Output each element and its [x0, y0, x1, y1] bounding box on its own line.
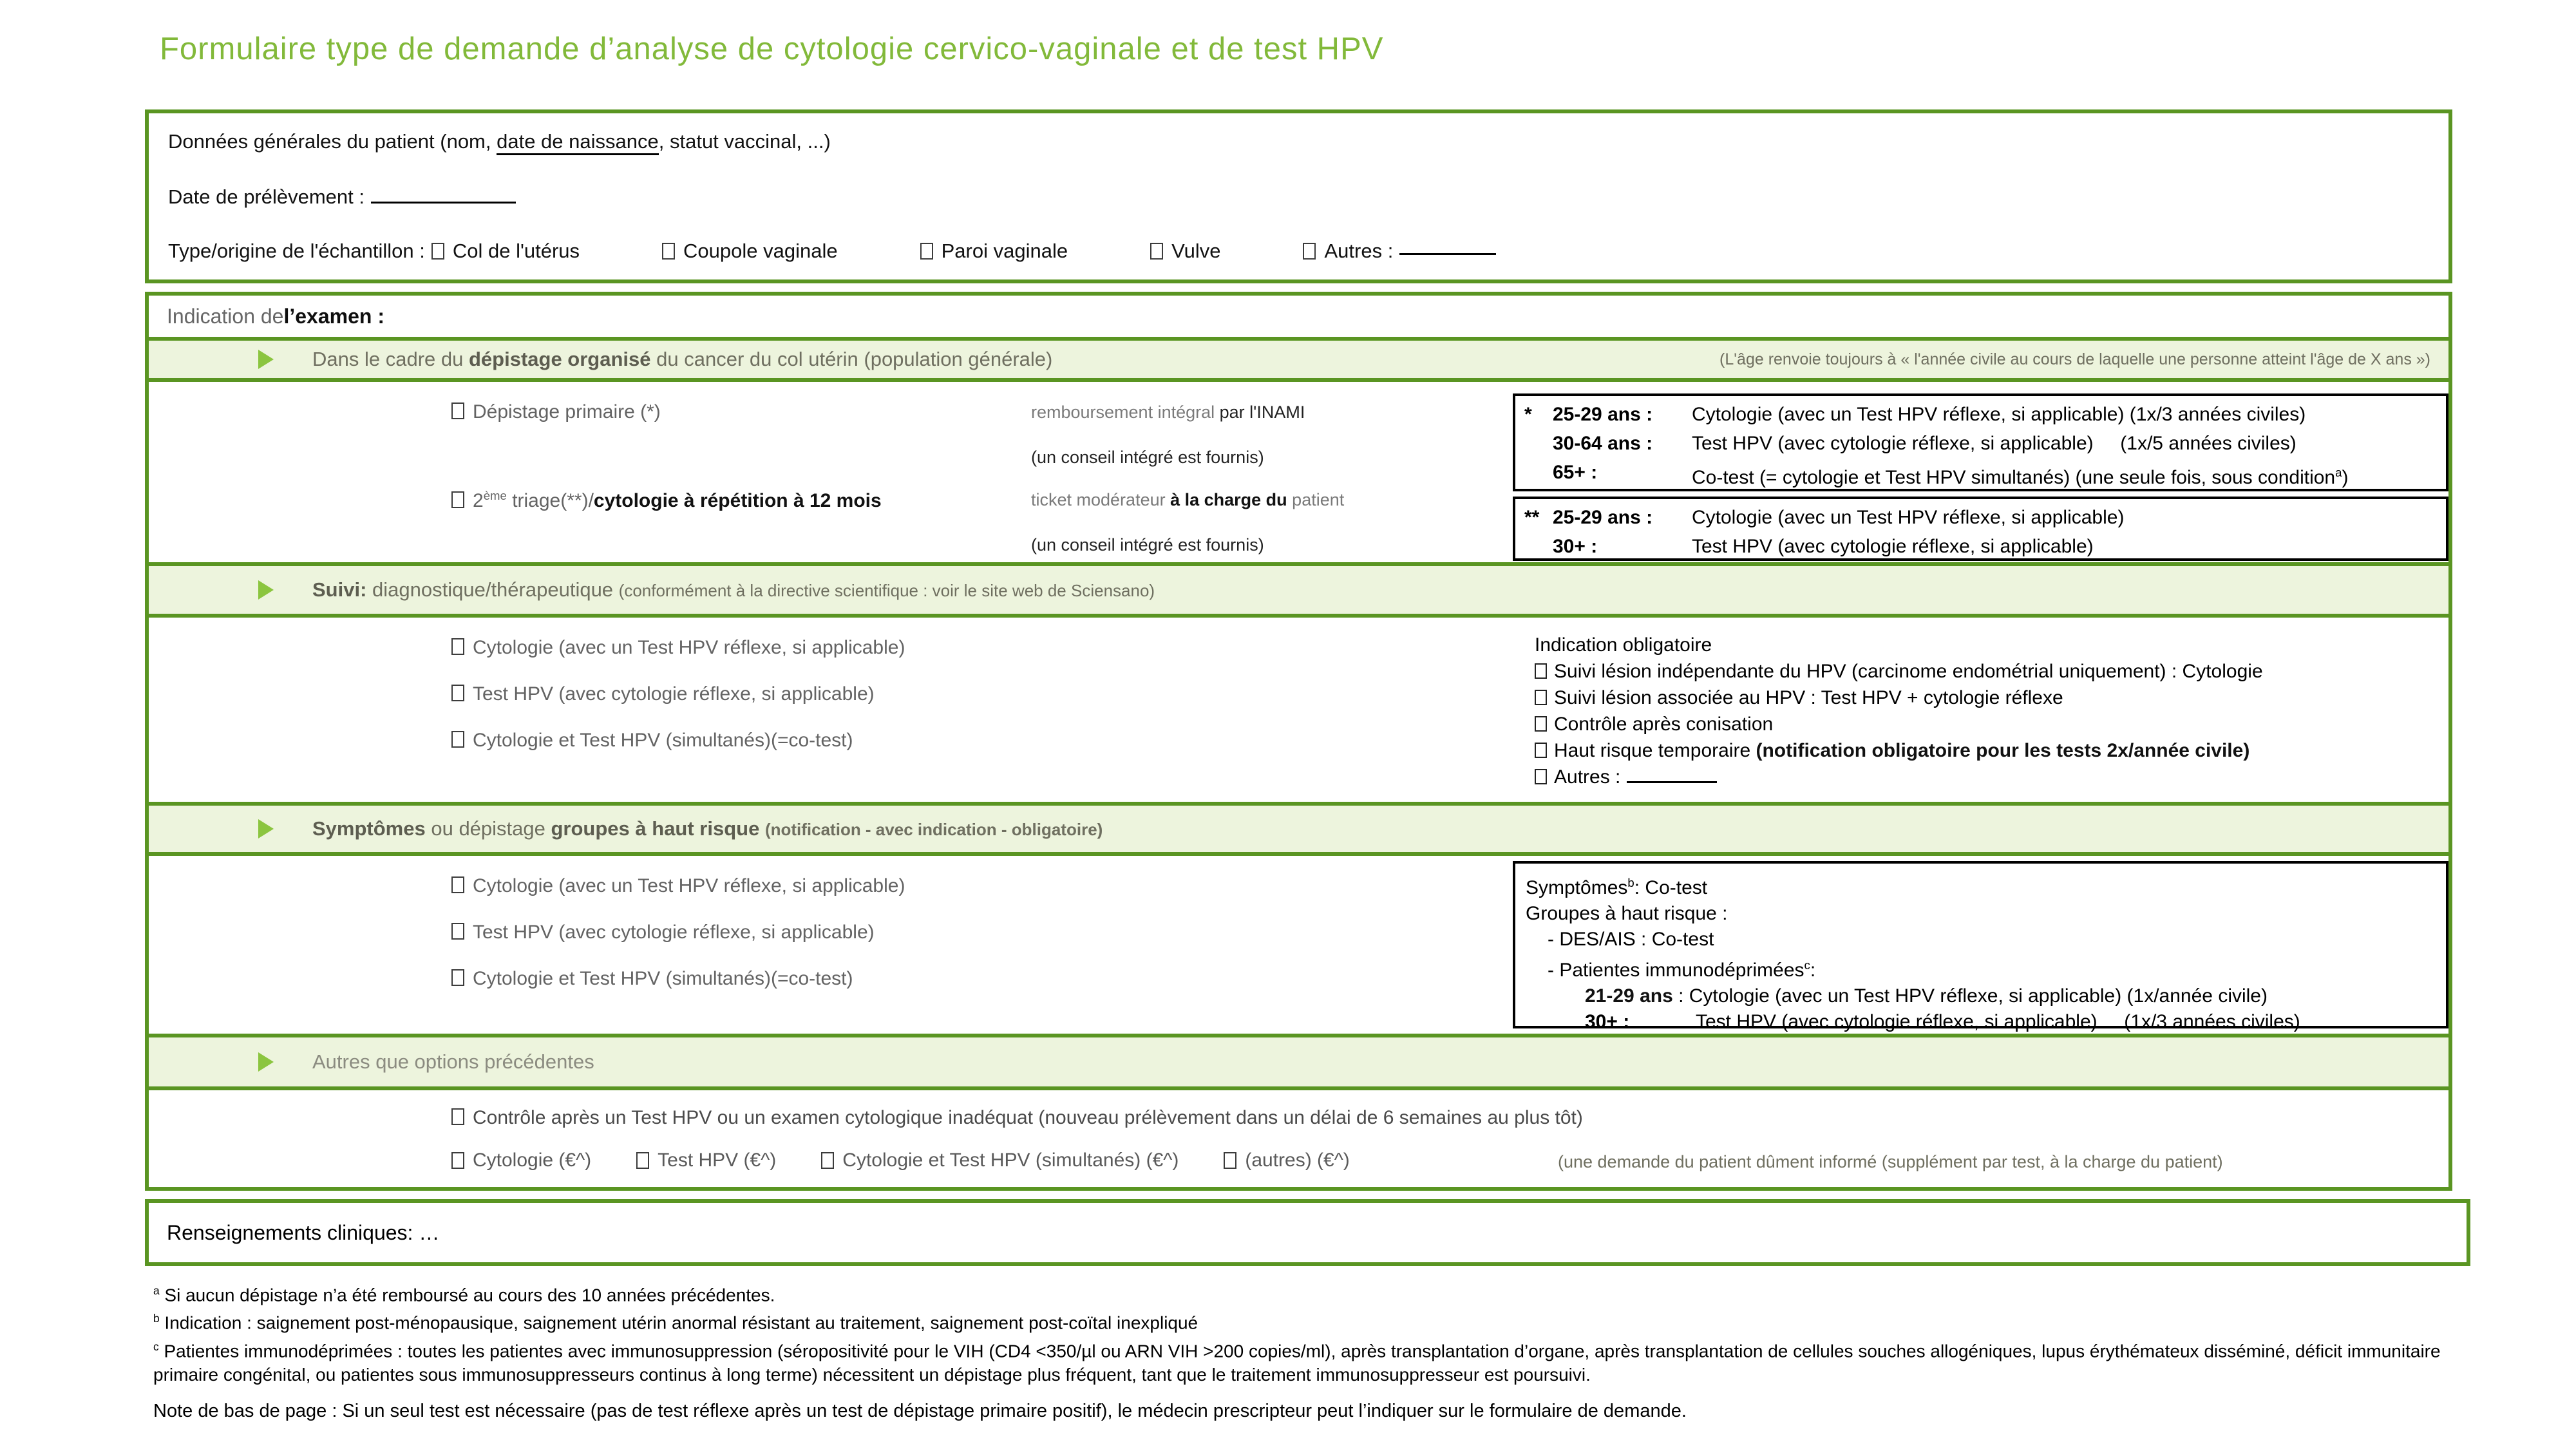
indication-header-strong: l’examen :: [283, 304, 384, 328]
option-label: Test HPV (avec cytologie réflexe, si applicable): [473, 922, 875, 943]
age-label: 65+ :: [1553, 462, 1598, 483]
rule-sup: c: [1804, 958, 1810, 972]
option-suivi-cytologie: [451, 637, 905, 659]
band2-small: (conformément à la directive scientifique : voir le site web de Sciensano): [618, 581, 1155, 600]
sample-autres-blank[interactable]: [1399, 248, 1496, 255]
option-co-test-euro: [821, 1150, 1179, 1171]
rule-text: : Cytologie (avec un Test HPV réflexe, si applicable) (1x/année civile): [1672, 985, 2268, 1007]
checkbox-2eme-triage[interactable]: [451, 491, 464, 508]
rule-text: Cytologie (avec un Test HPV réflexe, si applicable) (1x/3 années civiles): [1692, 404, 2306, 425]
band3-bold2: groupes à haut risque: [551, 817, 765, 840]
age-label: 25-29 ans :: [1553, 507, 1653, 528]
indication-header: [149, 296, 2448, 337]
patient-line1-pre: Données générales du patient (nom,: [168, 130, 497, 153]
patient-info-box: [145, 109, 2452, 283]
rule-text: [1692, 458, 2348, 492]
rule-text: :: [1810, 960, 1816, 981]
arrow-icon: [258, 819, 274, 838]
sample-option-autres: [1303, 240, 1496, 263]
sample-option-label: Paroi vaginale: [941, 240, 1068, 262]
note-ticket-moderateur: [1031, 490, 1344, 510]
footnote-marker: b: [153, 1312, 160, 1325]
patient-general-line: [168, 113, 2448, 153]
footnote-b: [153, 1307, 2446, 1334]
indication-autres-blank[interactable]: [1627, 776, 1717, 783]
rule-text-tail: ): [2342, 467, 2349, 488]
note-remboursement: [1031, 402, 1305, 422]
rule-text-main: Co-test (= cytologie et Test HPV simultanés) (une seule fois, sous condition: [1692, 467, 2336, 488]
option-label: Cytologie et Test HPV (simultanés)(=co-test): [473, 730, 853, 751]
rule-row: [1524, 503, 2437, 532]
indication-header-pre: Indication de: [167, 304, 284, 328]
option-label: (autres) (€^): [1245, 1150, 1350, 1171]
option-2eme-triage: [451, 489, 882, 512]
age-label: 30+ :: [1553, 536, 1598, 557]
checkbox-col-uterus[interactable]: [431, 243, 444, 260]
checkbox-controle-conisation[interactable]: [1535, 716, 1547, 732]
section-band-autres: [149, 1034, 2448, 1090]
rule-row: [1526, 983, 2436, 1009]
option-symp-cytologie: [451, 875, 905, 897]
checkbox-suivi-test-hpv[interactable]: [451, 685, 464, 701]
date-prelevement-blank[interactable]: [371, 196, 516, 204]
sample-autres-label: Autres :: [1324, 240, 1394, 262]
sample-option-label: Vulve: [1171, 240, 1221, 262]
note-gray: ticket modérateur: [1031, 490, 1171, 509]
option-label: Dépistage primaire (*): [473, 401, 661, 422]
sample-type-label: Type/origine de l'échantillon :: [168, 240, 425, 262]
option-label: triage(**)/: [506, 490, 594, 511]
note-gray: remboursement intégral: [1031, 402, 1220, 422]
rule-row: [1524, 532, 2437, 561]
option-suivi-lesion-associee: [1535, 685, 2263, 711]
page-title: Formulaire type de demande d’analyse de cytologie cervico-vaginale et de test HPV: [160, 32, 1384, 66]
rule-row: [1526, 870, 2436, 901]
rule-text: Test HPV (avec cytologie réflexe, si applicable) (1x/3 années civiles): [1696, 1011, 2300, 1032]
checkbox-symp-co-test[interactable]: [451, 969, 464, 986]
checkbox-depistage-primaire[interactable]: [451, 402, 464, 419]
band2-bold: Suivi:: [312, 578, 367, 601]
option-label: Test HPV (€^): [658, 1150, 777, 1171]
checkbox-controle-inadequat[interactable]: [451, 1108, 464, 1125]
option-suivi-lesion-independante: [1535, 658, 2263, 685]
band3-small: (notification - avec indication - obligatoire): [764, 820, 1103, 839]
checkbox-symp-cytologie[interactable]: [451, 876, 464, 893]
option-sup: ème: [483, 489, 507, 502]
section-band-depistage-organise: [149, 337, 2448, 382]
band4-label: Autres que options précédentes: [312, 1050, 594, 1073]
option-label: Cytologie (avec un Test HPV réflexe, si applicable): [473, 875, 905, 896]
section-symptomes-content: [149, 856, 2448, 1034]
rule-row: [1524, 458, 2437, 492]
date-prelevement-row: [168, 185, 2448, 209]
patient-line1-post: , statut vaccinal, ...): [658, 130, 831, 153]
band1-pre: Dans le cadre du: [312, 348, 469, 370]
indication-main-box: [145, 292, 2452, 1191]
footnote-c: [153, 1335, 2446, 1387]
option-label: Cytologie et Test HPV (simultanés) (€^): [842, 1150, 1179, 1171]
option-depistage-primaire: [451, 401, 661, 423]
option-cytologie-euro: [451, 1150, 591, 1171]
checkbox-vulve[interactable]: [1150, 243, 1163, 260]
checkbox-autres-euro[interactable]: [1224, 1152, 1236, 1169]
option-haut-risque-temporaire: [1535, 737, 2263, 764]
checkbox-co-test-euro[interactable]: [821, 1152, 834, 1169]
arrow-icon: [258, 350, 274, 369]
rule-sup: a: [2335, 466, 2342, 479]
note-bold: à la charge du: [1170, 490, 1293, 509]
rule-row: [1526, 952, 2436, 983]
arrow-icon: [258, 1052, 274, 1072]
rule-text: : Co-test: [1634, 877, 1708, 898]
band3-text: [312, 817, 1103, 840]
autres-paid-note: (une demande du patient dûment informé (supplément par test, à la charge du patient): [1558, 1152, 2223, 1171]
star-marker: [1524, 429, 1553, 458]
checkbox-haut-risque-temporaire[interactable]: [1535, 743, 1547, 758]
checkbox-autres-sample[interactable]: [1303, 243, 1316, 260]
band1-bold: dépistage organisé: [468, 348, 651, 370]
option-label: Suivi lésion indépendante du HPV (carcinome endométrial uniquement) : Cytologie: [1554, 661, 2263, 682]
checkbox-coupole-vaginale[interactable]: [662, 243, 675, 260]
footnote-a: [153, 1279, 2446, 1307]
option-label: Cytologie (avec un Test HPV réflexe, si applicable): [473, 637, 905, 658]
star-marker: [1524, 532, 1553, 561]
option-label: Contrôle après un Test HPV ou un examen cytologique inadéquat (nouveau prélèvement dans un délai de 6 semaines au plus tôt): [473, 1107, 1583, 1128]
band1-text: [312, 348, 1052, 371]
section-depistage-content: [149, 382, 2448, 562]
rule-text: - Patientes immunodéprimées: [1548, 960, 1804, 981]
band2-normal: diagnostique/thérapeutique: [366, 578, 619, 601]
checkbox-cytologie-euro[interactable]: [451, 1152, 464, 1169]
rule-box-symptomes: [1513, 861, 2448, 1032]
rule-row: [1524, 400, 2437, 429]
footnotes: [153, 1279, 2446, 1423]
rule-box-primary-screening: [1513, 393, 2448, 491]
rule-row: [1526, 1009, 2436, 1035]
star-marker: *: [1524, 404, 1532, 425]
option-label: 2: [473, 490, 484, 511]
option-label: Contrôle après conisation: [1554, 714, 1774, 735]
sample-option-vulve: [1150, 240, 1220, 263]
band1-post: du cancer du col utérin (population générale): [650, 348, 1053, 370]
autres-paid-options: [451, 1150, 1395, 1171]
renseignements-box: [145, 1199, 2470, 1266]
section-suivi-content: [149, 618, 2448, 802]
band2-text: [312, 578, 1155, 601]
option-label-bold: cytologie à répétition à 12 mois: [593, 490, 882, 511]
checkbox-indication-autres[interactable]: [1535, 769, 1547, 784]
rule-row: - DES/AIS : Co-test: [1548, 929, 1714, 950]
option-suivi-test-hpv: [451, 683, 875, 705]
age-label: 30+ :: [1585, 1011, 1630, 1032]
rule-box-triage: [1513, 497, 2448, 561]
note-dark: par l'INAMI: [1219, 402, 1305, 422]
option-symp-co-test: [451, 968, 853, 990]
note-conseil-2: (un conseil intégré est fournis): [1031, 535, 1264, 554]
rule-text: Symptômes: [1526, 877, 1628, 898]
note-conseil-1: (un conseil intégré est fournis): [1031, 448, 1264, 467]
option-indication-autres: [1535, 764, 2263, 790]
arrow-icon: [258, 580, 274, 600]
option-controle-inadequat: [451, 1107, 1583, 1129]
star-marker: **: [1524, 507, 1540, 528]
star-marker: [1524, 458, 1553, 492]
section-autres-content: [149, 1090, 2448, 1187]
note-gray: patient: [1292, 490, 1345, 509]
option-label-bold: (notification obligatoire pour les tests 2x/année civile): [1756, 740, 2250, 761]
checkbox-suivi-cytologie[interactable]: [451, 638, 464, 655]
option-label: Haut risque temporaire: [1554, 740, 1756, 761]
checkbox-suivi-co-test[interactable]: [451, 731, 464, 748]
date-naissance-underlined: date de naissance: [497, 130, 659, 155]
option-test-hpv-euro: [636, 1150, 776, 1171]
section-band-suivi: [149, 562, 2448, 618]
option-symp-test-hpv: [451, 922, 875, 943]
rule-row: Groupes à haut risque :: [1526, 903, 1728, 924]
bottom-note: Note de bas de page : Si un seul test est nécessaire (pas de test réflexe après un test de dépistage primaire positif), le médecin prescripteur peut l’indiquer sur le formulaire de demande.: [153, 1400, 1687, 1421]
age-label: 25-29 ans :: [1553, 404, 1653, 425]
sample-option-paroi-vaginale: [920, 240, 1068, 263]
footnote-marker: c: [153, 1340, 159, 1353]
age-label: 21-29 ans: [1585, 985, 1673, 1007]
checkbox-suivi-lesion-associee[interactable]: [1535, 690, 1547, 705]
section-band-symptomes: [149, 802, 2448, 856]
date-prelevement-label: Date de prélèvement :: [168, 185, 365, 208]
sample-type-row: [168, 240, 2448, 263]
footnote-text: Indication : saignement post-ménopausique, saignement utérin anormal résistant au traitement, saignement post-coïtal inexpliqué: [159, 1312, 1198, 1333]
checkbox-suivi-lesion-independante[interactable]: [1535, 663, 1547, 679]
sample-option-label: Coupole vaginale: [683, 240, 838, 262]
sample-option-col-uterus: [431, 240, 580, 263]
indication-obligatoire-header: Indication obligatoire: [1535, 634, 1712, 656]
renseignements-label: Renseignements cliniques: …: [167, 1220, 440, 1244]
rule-text: Test HPV (avec cytologie réflexe, si applicable) (1x/5 années civiles): [1692, 433, 2297, 454]
checkbox-symp-test-hpv[interactable]: [451, 923, 464, 940]
option-label: Autres :: [1554, 766, 1621, 788]
rule-sup: b: [1627, 876, 1634, 889]
option-label: Suivi lésion associée au HPV : Test HPV + cytologie réflexe: [1554, 687, 2063, 708]
band3-bold1: Symptômes: [312, 817, 426, 840]
footnote-text: Patientes immunodéprimées : toutes les patientes avec immunosuppression (séropositivité pour le VIH (CD4 <350/µl ou ARN VIH >200 copies/ml), après transplantation d’organe, après transplantation de cellules souches allogéniques, lupus érythémateux disséminé, déficit immunitaire primaire congénital, ou patientes sous immunosuppresseurs continus à long terme) nécessitent un dépistage plus fréquent, tant que le traitement immunosuppresseur est poursuivi.: [153, 1340, 2441, 1385]
rule-text: Test HPV (avec cytologie réflexe, si applicable): [1692, 536, 2094, 557]
age-label: 30-64 ans :: [1553, 433, 1653, 454]
option-controle-conisation: [1535, 711, 2263, 737]
band3-mid: ou dépistage: [425, 817, 551, 840]
option-autres-euro: [1224, 1150, 1349, 1171]
sample-option-coupole-vaginale: [662, 240, 838, 263]
checkbox-test-hpv-euro[interactable]: [636, 1152, 649, 1169]
rule-row: [1524, 429, 2437, 458]
footnote-marker: a: [153, 1284, 160, 1297]
option-label: Test HPV (avec cytologie réflexe, si applicable): [473, 683, 875, 705]
checkbox-paroi-vaginale[interactable]: [920, 243, 933, 260]
option-suivi-co-test: [451, 730, 853, 752]
sample-option-label: Col de l'utérus: [452, 240, 580, 262]
indication-obligatoire-block: [1535, 632, 2263, 790]
option-label: Cytologie et Test HPV (simultanés)(=co-test): [473, 968, 853, 989]
band1-age-note: (L'âge renvoie toujours à « l'année civile au cours de laquelle une personne atteint l'âge de X ans »): [1719, 350, 2430, 368]
rule-text: Cytologie (avec un Test HPV réflexe, si applicable): [1692, 507, 2125, 528]
option-label: Cytologie (€^): [473, 1150, 592, 1171]
footnote-text: Si aucun dépistage n’a été remboursé au cours des 10 années précédentes.: [159, 1285, 775, 1305]
